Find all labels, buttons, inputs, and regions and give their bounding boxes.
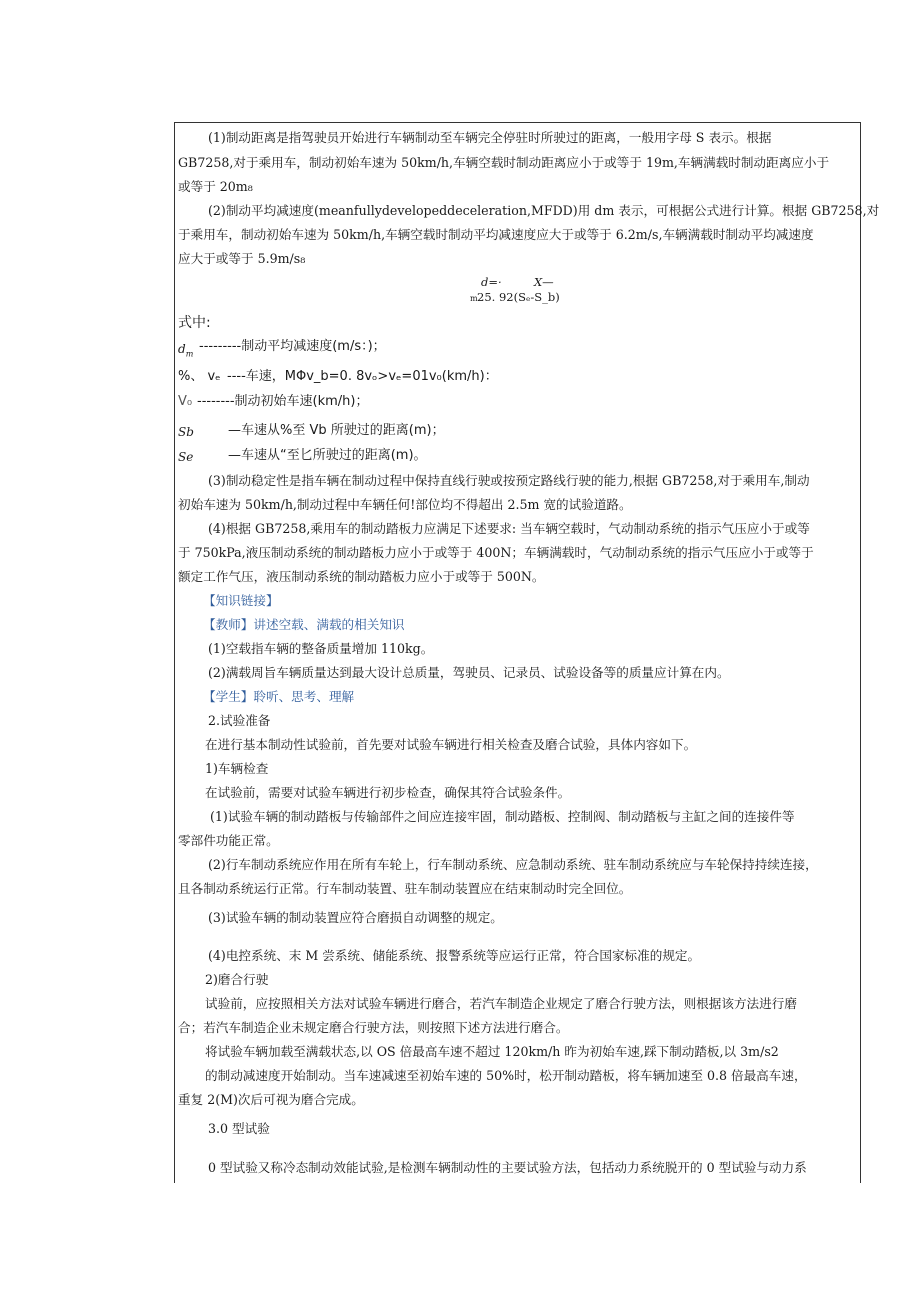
break-in-line-2: 合；若汽车制造企业未规定磨合行驶方法，则按照下述方法进行磨合。 [178,1020,569,1035]
p1-line-3: 或等于 20m₈ [178,179,253,194]
p1-line-2: GB7258,对于乘用车，制动初始车速为 50km/h,车辆空载时制动距离应小于或等于 19m,车辆满载时制动距离应小于 [178,155,830,170]
teacher-heading: 【教师】讲述空载、满载的相关知识 [203,617,405,632]
def-v0-text: --------制动初始车速(km/h)； [197,394,369,409]
p3-line-1: (3)制动稳定性是指车辆在制动过程中保持直线行驶或按预定路线行驶的能力,根据 GB7258,对于乘用车,制动 [208,473,810,488]
p2-line-2: 于乘用车，制动初始车速为 50km/h,车辆空载时制动平均减速度应大于或等于 6.2m/s,车辆满载时制动平均减速度 [178,227,814,242]
section-2-1-title: 1)车辆检查 [205,761,269,776]
check-1-line-2: 零部件功能正常。 [178,833,279,848]
def-symbol-v0: V₀ [178,394,193,409]
break-in-line-1: 试验前，应按照相关方法对试验车辆进行磨合，若汽车制造企业规定了磨合行驶方法，则根据该方法进行磨 [205,996,797,1011]
check-3: (3)试验车辆的制动装置应符合磨损自动调整的规定。 [208,910,503,925]
section-3-text: 0 型试验又称冷态制动效能试验,是检测车辆制动性的主要试验方法，包括动力系统脱开的 0 型试验与动力系 [208,1160,807,1175]
p2-line-3: 应大于或等于 5.9m/s₈ [178,251,306,266]
p4-line-1: (4)根据 GB7258,乘用车的制动踏板力应满足下述要求: 当车辆空载时，气动制动系统的指示气压应小于或等 [208,521,810,536]
def-symbol-dm [178,342,193,358]
def-sb-text: —车速从%至 Vb 所驶过的距离(m)； [228,423,445,438]
section-2-1-intro: 在试验前，需要对试验车辆进行初步检查，确保其符合试验条件。 [205,785,571,800]
def-se-text: —车速从“至匕所驶过的距离(m)。 [228,448,427,463]
section-2-title: 2.试验准备 [208,713,271,728]
formula-bottom: 25. 92(Sₑ-S_b) [477,290,560,304]
student-heading: 【学生】聆听、思考、理解 [203,689,355,704]
p4-line-2: 于 750kPa,液压制动系统的制动踏板力应小于或等于 400N；车辆满载时，气动制动系统的指示气压应小于或等于 [178,545,814,560]
knowledge-item-1: (1)空载指车辆的整备质量增加 110kg。 [208,641,434,656]
break-in-line-4: 的制动减速度开始制动。当车速减速至初始车速的 50%时，松开制动踏板，将车辆加速至 0.8 倍最高车速， [205,1068,807,1083]
break-in-line-5: 重复 2(M)次后可视为磨合完成。 [178,1092,364,1107]
def-symbol-se: Se [178,450,194,464]
section-2-2-title: 2)磨合行驶 [205,972,269,987]
p4-line-3: 额定工作气压，液压制动系统的制动踏板力应小于或等于 500N。 [178,569,545,584]
check-2-line-2: 且各制动系统运行正常。行车制动装置、驻车制动装置应在结束制动时完全回位。 [178,881,632,896]
def-ve-text: ----车速，MΦv_b=0. 8vₒ>vₑ=01v₀(km/h)： [227,369,498,384]
formula-top-right: X— [534,275,554,289]
p2-line-1: (2)制动平均减速度(meanfullydevelopeddeceleration,MFDD)用 dm 表示，可根据公式进行计算。根据 GB7258,对 [208,203,880,218]
formula-top-left: d=· [481,275,502,289]
check-2-line-1: (2)行车制动系统应作用在所有车轮上，行车制动系统、应急制动系统、驻车制动系统应与车轮保持持续连接， [208,857,818,872]
def-symbol-dm-main: d [178,342,186,356]
where-label: 式中: [178,315,211,331]
def-symbol-sb: Sb [178,425,194,439]
check-1-line-1: (1)试验车辆的制动踏板与传输部件之间应连接牢固，制动踏板、控制阀、制动踏板与主缸之间的连接件等 [210,809,795,824]
p1-line-1: (1)制动距离是指驾驶员开始进行车辆制动至车辆完全停驻时所驶过的距离，一般用字母 S 表示。根据 [208,130,772,145]
def-symbol-dm-sub: m [185,349,194,359]
def-dm-text: ---------制动平均减速度(m/s：)； [199,339,386,354]
break-in-line-3: 将试验车辆加载至满载状态,以 OS 倍最高车速不超过 120km/h 昨为初始车速,踩下制动踏板,以 3m/s2 [205,1044,779,1059]
section-3-title: 3.0 型试验 [208,1121,270,1136]
knowledge-link-heading: 【知识链接】 [203,593,279,608]
check-4: (4)电控系统、末 M 尝系统、储能系统、报警系统等应运行正常，符合国家标准的规定。 [208,948,701,963]
section-2-intro: 在进行基本制动性试验前，首先要对试验车辆进行相关检查及磨合试验，具体内容如下。 [205,737,697,752]
knowledge-item-2: (2)满载周旨车辆质量达到最大设计总质量，驾驶员、记录员、试验设备等的质量应计算在内。 [208,665,730,680]
def-symbol-ve: %、 vₑ [178,369,221,384]
p3-line-2: 初始车速为 50km/h,制动过程中车辆任何!部位均不得超出 2.5m 宽的试验道路。 [178,497,632,512]
formula-bottom-prefix: m [470,294,478,303]
